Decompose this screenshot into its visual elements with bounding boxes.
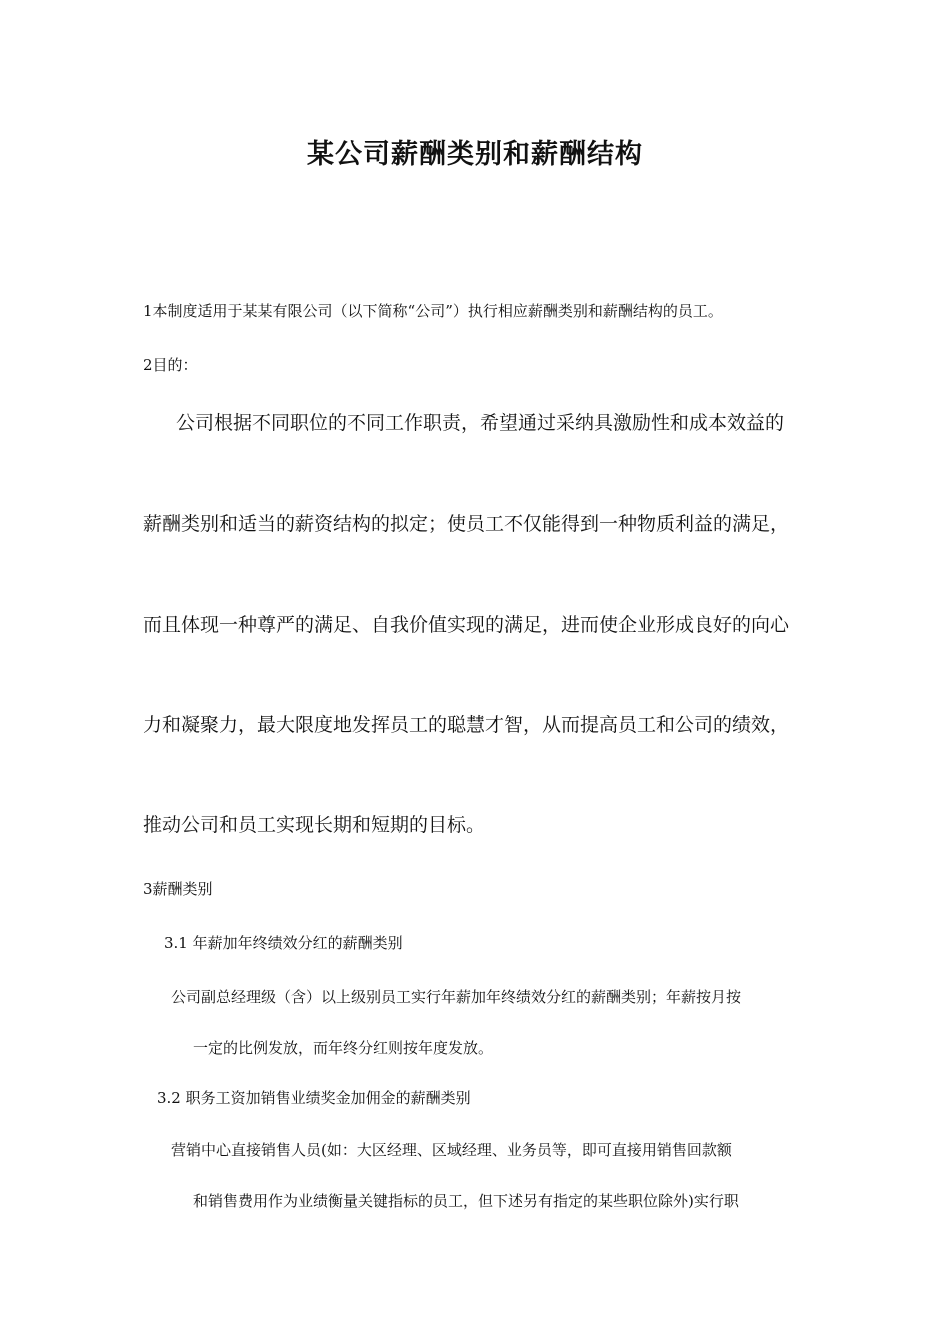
subsection-3-1-line-1: 公司副总经理级（含）以上级别员工实行年薪加年终绩效分红的薪酬类别；年薪按月按 [171, 988, 742, 1006]
subsection-3-2-line-2: 和销售费用作为业绩衡量关键指标的员工，但下述另有指定的某些职位除外)实行职 [193, 1192, 739, 1210]
subsection-3-2-line-1: 营销中心直接销售人员(如：大区经理、区域经理、业务员等，即可直接用销售回款额 [171, 1141, 732, 1159]
section-1-text: 1本制度适用于某某有限公司（以下简称“公司”）执行相应薪酬类别和薪酬结构的员工。 [143, 302, 723, 320]
purpose-line-4: 力和凝聚力，最大限度地发挥员工的聪慧才智，从而提高员工和公司的绩效， [143, 714, 790, 736]
subsection-3-1-line-2: 一定的比例发放，而年终分红则按年度发放。 [193, 1039, 494, 1057]
section-2-heading: 2目的： [143, 356, 198, 374]
purpose-line-2: 薪酬类别和适当的薪资结构的拟定；使员工不仅能得到一种物质利益的满足， [143, 513, 790, 535]
section-3-heading: 3薪酬类别 [143, 880, 213, 898]
subsection-3-2-heading: 3.2 职务工资加销售业绩奖金加佣金的薪酬类别 [157, 1089, 471, 1107]
purpose-line-3: 而且体现一种尊严的满足、自我价值实现的满足，进而使企业形成良好的向心 [143, 614, 790, 636]
purpose-line-1: 公司根据不同职位的不同工作职责，希望通过采纳具激励性和成本效益的 [176, 412, 785, 434]
document-title: 某公司薪酬类别和薪酬结构 [307, 139, 643, 170]
purpose-line-5: 推动公司和员工实现长期和短期的目标。 [143, 814, 486, 836]
subsection-3-1-heading: 3.1 年薪加年终绩效分红的薪酬类别 [164, 934, 403, 952]
